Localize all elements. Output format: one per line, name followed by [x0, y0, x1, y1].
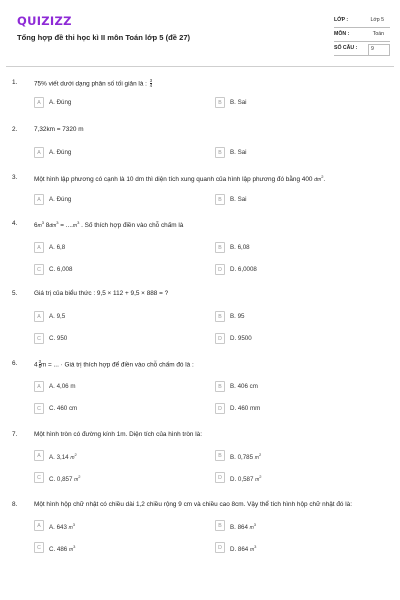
- option-text: B. Sai: [230, 99, 247, 106]
- question-number: 2.: [12, 126, 18, 133]
- option-a[interactable]: [34, 97, 214, 109]
- question-text: Một hình hộp chữ nhật có chiều dài 1,2 chiều rộng 9 cm và chiều cao 8cm. Vậy thể tích hình hộp chữ nhật đó là:: [34, 501, 352, 508]
- option-letter: C: [34, 264, 44, 275]
- meta-row-class: [334, 15, 390, 28]
- option-a[interactable]: [34, 450, 214, 462]
- meta-label: LỚP :: [334, 17, 349, 23]
- option-a[interactable]: [34, 194, 214, 206]
- question-number: 3.: [12, 174, 18, 181]
- option-letter: A: [34, 520, 44, 531]
- option-b[interactable]: [215, 147, 395, 159]
- option-text: C. 0,857 $m^2$: [49, 474, 81, 484]
- option-d[interactable]: [215, 472, 395, 484]
- option-a[interactable]: [34, 381, 214, 393]
- option-text: D. 460 mm: [230, 405, 261, 412]
- question-number: 6.: [12, 360, 18, 367]
- meta-row-count: [334, 43, 390, 56]
- option-c[interactable]: [34, 264, 214, 276]
- question-text: Một hình lập phương có cạnh là 10 dm thì diện tích xung quanh của hình lập phương đó bằng 400 $dm^2$.: [34, 174, 326, 184]
- option-letter: C: [34, 333, 44, 344]
- question-text: 4 $\frac{3}{5}$ m = ... · Giá trị thích hợp để điền vào chỗ chấm đó là :: [34, 359, 194, 370]
- option-text: B. 6,08: [230, 244, 250, 251]
- option-letter: A: [34, 194, 44, 205]
- question-text: Giá trị của biểu thức : 9,5 × 112 + 9,5 × 888 = ?: [34, 290, 169, 297]
- question-number: 8.: [12, 501, 18, 508]
- option-c[interactable]: [34, 333, 214, 345]
- meta-value: Lớp 5: [370, 17, 384, 23]
- option-letter: A: [34, 450, 44, 461]
- option-a[interactable]: [34, 520, 214, 532]
- question-number: 5.: [12, 290, 18, 297]
- option-letter: C: [34, 472, 44, 483]
- option-letter: A: [34, 242, 44, 253]
- meta-value: 9: [368, 44, 390, 55]
- option-text: A. Đúng: [49, 99, 72, 106]
- fraction: $\frac{3}{4}$: [149, 78, 153, 89]
- option-text: A. 3,14 $m^2$: [49, 452, 77, 462]
- option-d[interactable]: [215, 542, 395, 554]
- option-a[interactable]: [34, 147, 214, 159]
- option-b[interactable]: [215, 97, 395, 109]
- option-text: D. 9500: [230, 335, 252, 342]
- meta-label: SỐ CÂU :: [334, 45, 358, 51]
- question-number: 4.: [12, 220, 18, 227]
- question-number: 7.: [12, 431, 18, 438]
- fraction: $\frac{3}{5}$: [38, 359, 41, 370]
- option-b[interactable]: [215, 311, 395, 323]
- option-b[interactable]: [215, 194, 395, 206]
- option-text: A. 4,06 m: [49, 383, 76, 390]
- option-letter: D: [215, 264, 225, 275]
- option-letter: D: [215, 542, 225, 553]
- meta-row-subject: [334, 29, 390, 42]
- option-c[interactable]: [34, 472, 214, 484]
- option-text: C. 6,008: [49, 266, 73, 273]
- quizizz-logo: QUIZIZZ: [17, 14, 72, 28]
- option-text: B. 0,785 $m^2$: [230, 452, 262, 462]
- option-text: A. 643 $m^3$: [49, 522, 76, 532]
- option-text: C. 486 $m^3$: [49, 544, 76, 554]
- option-letter: B: [215, 194, 225, 205]
- option-a[interactable]: [34, 311, 214, 323]
- question-text: Một hình tròn có đường kính 1m. Diện tích của hình tròn là:: [34, 431, 202, 438]
- option-text: B. 95: [230, 313, 245, 320]
- option-letter: A: [34, 381, 44, 392]
- meta-value: Toán: [372, 31, 384, 37]
- option-text: C. 460 cm: [49, 405, 78, 412]
- option-letter: B: [215, 520, 225, 531]
- option-text: D. 864 $m^3$: [230, 544, 257, 554]
- option-letter: B: [215, 450, 225, 461]
- option-letter: C: [34, 542, 44, 553]
- question-text: 7,32km = 7320 m: [34, 126, 84, 133]
- option-b[interactable]: [215, 520, 395, 532]
- option-text: A. 6,8: [49, 244, 66, 251]
- option-b[interactable]: [215, 381, 395, 393]
- option-letter: D: [215, 333, 225, 344]
- option-letter: B: [215, 311, 225, 322]
- option-c[interactable]: [34, 542, 214, 554]
- option-letter: D: [215, 403, 225, 414]
- option-letter: A: [34, 147, 44, 158]
- option-text: B. 406 cm: [230, 383, 258, 390]
- option-a[interactable]: [34, 242, 214, 254]
- option-text: D. 6,0008: [230, 266, 257, 273]
- option-text: B. 864 $m^3$: [230, 522, 257, 532]
- option-letter: A: [34, 97, 44, 108]
- option-text: D. 0,587 $m^2$: [230, 474, 262, 484]
- option-c[interactable]: [34, 403, 214, 415]
- worksheet-title: Tổng hợp đề thi học kì II môn Toán lớp 5 (đề 27): [17, 33, 191, 42]
- option-b[interactable]: [215, 242, 395, 254]
- meta-label: MÔN :: [334, 31, 350, 37]
- worksheet-header: [0, 0, 400, 64]
- option-d[interactable]: [215, 333, 395, 345]
- option-letter: B: [215, 147, 225, 158]
- option-letter: B: [215, 97, 225, 108]
- option-text: A. Đúng: [49, 196, 72, 203]
- option-letter: C: [34, 403, 44, 414]
- option-letter: B: [215, 242, 225, 253]
- option-letter: D: [215, 472, 225, 483]
- option-b[interactable]: [215, 450, 395, 462]
- option-text: B. Sai: [230, 149, 247, 156]
- worksheet-meta: [334, 15, 390, 57]
- question-text: $6m^3$ $8dm^3 = ....m^3$ . Số thích hợp điền vào chỗ chấm là: [34, 220, 184, 230]
- question-text: 75% viết dưới dạng phân số tối giản là : $\frac{3}{4}$: [34, 78, 153, 89]
- option-text: A. Đúng: [49, 149, 72, 156]
- option-letter: B: [215, 381, 225, 392]
- question-number: 1.: [12, 79, 18, 86]
- option-d[interactable]: [215, 403, 395, 415]
- option-letter: A: [34, 311, 44, 322]
- option-text: A. 9,5: [49, 313, 66, 320]
- option-text: B. Sai: [230, 196, 247, 203]
- option-text: C. 950: [49, 335, 68, 342]
- option-d[interactable]: [215, 264, 395, 276]
- header-divider: [6, 66, 394, 67]
